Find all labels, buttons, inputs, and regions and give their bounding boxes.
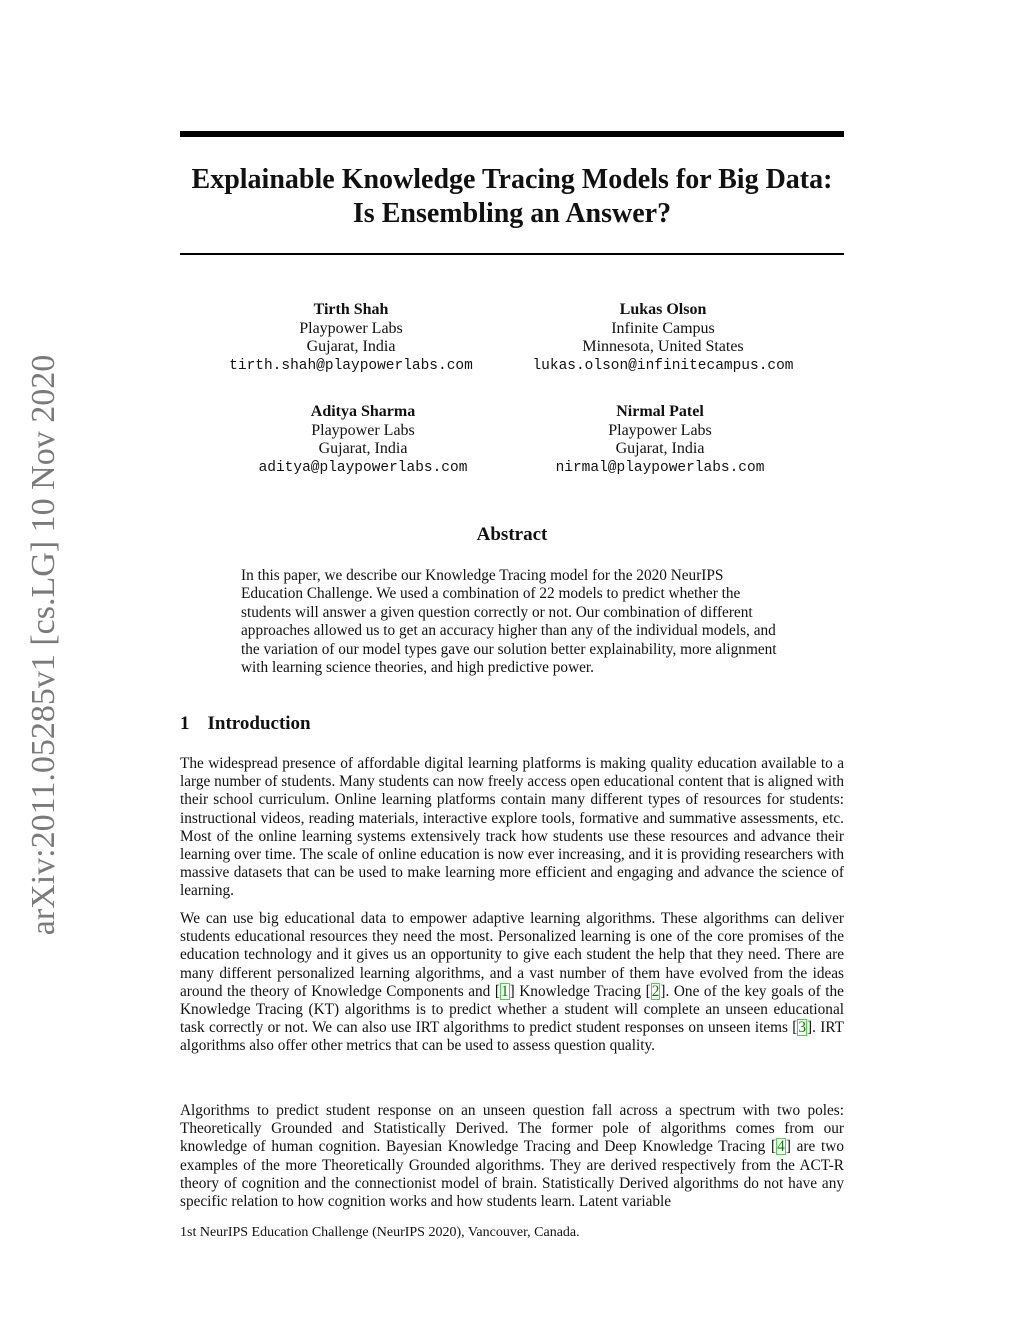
author-location: Minnesota, United States [582,338,744,355]
paragraph-text: Algorithms to predict student response on an unseen question fall across a spectrum with two poles: Theoretically Grounded and Statistically Derived. The former pole of algorithms comes from our knowledge of human cognition. Bayesian Knowledge Tracing and Deep Knowledge Tracing [ [180,1102,844,1156]
author-affiliation: Playpower Labs [311,421,415,439]
title-bottom-rule [180,253,844,255]
citation-link[interactable]: 4 [777,1138,785,1156]
paragraph-text: ] are two examples of the more Theoretically Grounded algorithms. They are derived respectively from the ACT-R theory of cognition and the connectionist model of brain. Statistically Derived algorithms do not have any specific relation to how cognition works and how students learn. Latent variable [180,1138,844,1211]
intro-paragraph-2 [180,910,844,1056]
author-location: Gujarat, India [615,440,705,457]
author-name: Lukas Olson [619,301,707,318]
title-line-1: Explainable Knowledge Tracing Models for Big Data: [191,164,833,195]
citation-link[interactable]: 1 [500,982,509,1000]
section-number: 1 [180,713,190,734]
citation-link[interactable]: 3 [798,1019,807,1037]
paragraph-text: ] Knowledge Tracing [ [509,982,651,1000]
paragraph-text: ]. IRT algorithms also offer other metrics that can be used to assess question quality. [180,1019,844,1055]
author-affiliation: Playpower Labs [608,421,712,439]
abstract-text: In this paper, we describe our Knowledge Tracing model for the 2020 NeurIPS Education Challenge. We used a combination of 22 models to predict whether the students will answer a given question correctly or not. Our combination of different approaches allowed us to get an accuracy higher than any of the individual models, and the variation of our model types gave our solution better explainability, more alignment with learning science theories, and high predictive power. [241,567,777,677]
intro-paragraph-1: The widespread presence of affordable digital learning platforms is making quality education available to a large number of students. Many students can now freely access open educational content that is aligned with their school curriculum. Online learning platforms contain many different types of resources for students: instructional videos, reading materials, interactive explore tools, formative and summative assessments, etc. Most of the online learning systems extensively track how students use these resources and advance their learning over time. The scale of online education is now ever increasing, and it is providing researchers with massive datasets that can be used to make learning more efficient and engaging and advance the science of learning. [180,755,844,900]
abstract-heading: Abstract [476,524,548,545]
author-affiliation: Infinite Campus [611,319,715,337]
paragraph-text: ]. One of the key goals of the Knowledge Tracing (KT) algorithms is to predict whether a student will complete an unseen educational task correctly or not. We can also use IRT algorithms to predict student responses on unseen items [ [180,982,844,1037]
author-email[interactable]: nirmal@playpowerlabs.com [555,459,765,476]
author-location: Gujarat, India [318,440,408,457]
author-block [480,403,840,477]
section-title: Introduction [207,713,311,734]
author-email[interactable]: aditya@playpowerlabs.com [258,459,468,476]
author-email[interactable]: lukas.olson@infinitecampus.com [532,357,794,374]
paper-title [180,163,844,231]
title-top-rule [180,131,844,137]
author-name: Nirmal Patel [616,403,704,420]
conference-footnote: 1st NeurIPS Education Challenge (NeurIPS 2020), Vancouver, Canada. [180,1225,580,1240]
section-heading [180,713,311,735]
author-location: Gujarat, India [306,338,396,355]
citation-link[interactable]: 2 [651,982,660,1000]
intro-paragraph-3 [180,1102,844,1211]
title-line-2: Is Ensembling an Answer? [352,198,672,229]
paragraph-text: We can use big educational data to empower adaptive learning algorithms. These algorithms can deliver students educational resources they need the most. Personalized learning is one of the core promises of the education technology and it gives us an opportunity to give each student the help that they need. There are many different personalized learning algorithms, and a vast number of them have evolved from the ideas around the theory of Knowledge Components and [ [180,910,844,1000]
author-name: Tirth Shah [313,301,389,318]
author-block [483,301,843,375]
author-affiliation: Playpower Labs [299,319,403,337]
author-email[interactable]: tirth.shah@playpowerlabs.com [229,357,473,374]
author-name: Aditya Sharma [310,403,416,420]
arxiv-identifier: arXiv:2011.05285v1 [cs.LG] 10 Nov 2020 [25,354,62,936]
author-block [171,301,531,375]
